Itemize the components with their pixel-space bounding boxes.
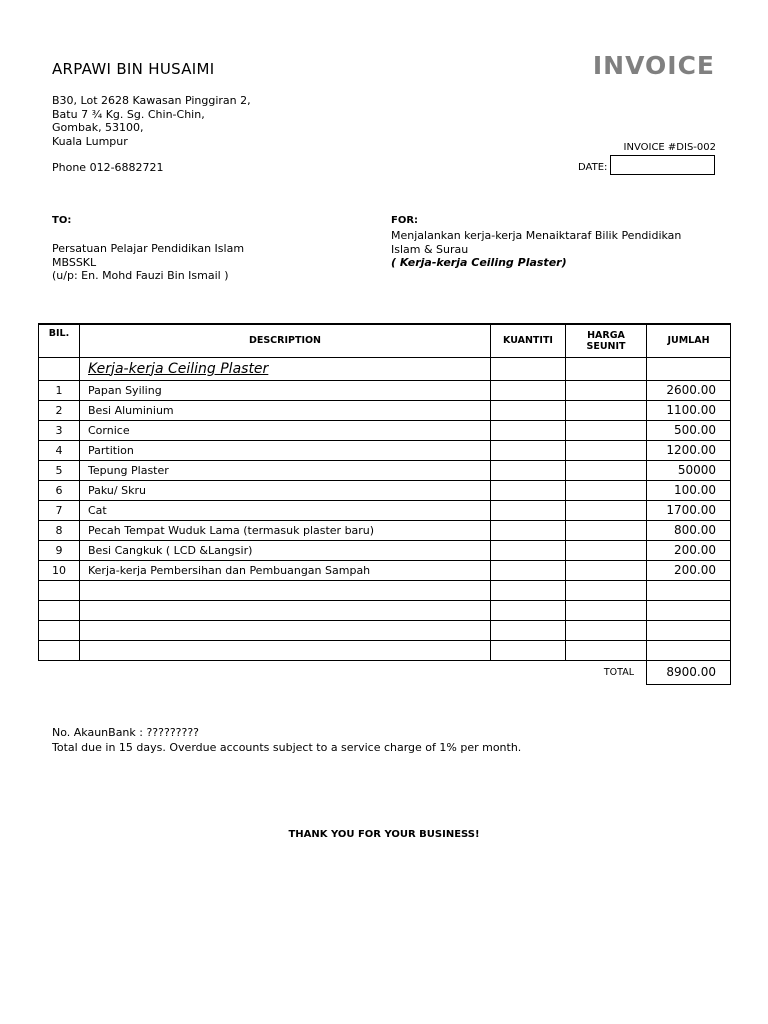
item-quantity <box>491 520 566 540</box>
item-amount: 1700.00 <box>647 500 731 520</box>
item-quantity <box>491 560 566 580</box>
item-description: Kerja-kerja Pembersihan dan Pembuangan Sampah <box>80 560 491 580</box>
seunit-line: SEUNIT <box>586 340 626 352</box>
table-cell <box>647 640 731 660</box>
table-row <box>39 460 731 480</box>
table-cell <box>566 357 647 380</box>
table-row <box>39 480 731 500</box>
address-line: B30, Lot 2628 Kawasan Pinggiran 2, <box>52 94 251 107</box>
item-amount: 200.00 <box>647 560 731 580</box>
invoice-items-table <box>38 323 731 685</box>
item-quantity <box>491 460 566 480</box>
item-number: 6 <box>39 480 80 500</box>
table-cell <box>647 580 731 600</box>
item-unit-price <box>566 520 647 540</box>
empty-table-row <box>39 600 731 620</box>
table-row <box>39 400 731 420</box>
item-description: Paku/ Skru <box>80 480 491 500</box>
item-quantity <box>491 500 566 520</box>
recipient-line: Persatuan Pelajar Pendidikan Islam <box>52 242 245 255</box>
item-quantity <box>491 380 566 400</box>
date-label: DATE: <box>578 162 608 173</box>
item-amount: 50000 <box>647 460 731 480</box>
table-cell <box>80 660 491 684</box>
table-cell <box>39 580 80 600</box>
item-description: Besi Cangkuk ( LCD &Langsir) <box>80 540 491 560</box>
total-label: TOTAL <box>603 666 634 678</box>
total-value: 8900.00 <box>647 660 731 684</box>
item-quantity <box>491 420 566 440</box>
harga-line: HARGA <box>587 329 625 341</box>
column-header-harga-seunit <box>566 324 647 357</box>
item-quantity <box>491 480 566 500</box>
document-title: INVOICE <box>592 51 715 80</box>
section-title: Kerja-kerja Ceiling Plaster <box>88 360 269 377</box>
purpose-line: Islam & Surau <box>391 242 469 256</box>
date-field[interactable] <box>610 155 715 175</box>
table-cell <box>491 600 566 620</box>
payment-terms: Total due in 15 days. Overdue accounts subject to a service charge of 1% per month. <box>52 740 522 754</box>
table-cell <box>39 640 80 660</box>
table-cell <box>566 580 647 600</box>
recipient-line: (u/p: En. Mohd Fauzi Bin Ismail ) <box>52 269 229 282</box>
item-number: 7 <box>39 500 80 520</box>
item-number: 5 <box>39 460 80 480</box>
table-row <box>39 560 731 580</box>
table-cell <box>80 600 491 620</box>
item-quantity <box>491 400 566 420</box>
table-cell <box>566 640 647 660</box>
column-header-kuantiti: KUANTITI <box>491 324 566 357</box>
section-row <box>39 357 731 380</box>
table-cell <box>647 357 731 380</box>
to-label: TO: <box>52 215 72 226</box>
item-amount: 1100.00 <box>647 400 731 420</box>
table-row <box>39 540 731 560</box>
item-number: 4 <box>39 440 80 460</box>
table-row <box>39 500 731 520</box>
table-row <box>39 380 731 400</box>
item-description: Partition <box>80 440 491 460</box>
table-cell <box>491 620 566 640</box>
table-cell <box>80 620 491 640</box>
item-number: 10 <box>39 560 80 580</box>
table-cell <box>491 640 566 660</box>
total-row <box>39 660 731 684</box>
recipient-line: MBSSKL <box>52 255 97 269</box>
item-description: Cornice <box>80 420 491 440</box>
section-title-cell <box>80 357 491 380</box>
item-unit-price <box>566 460 647 480</box>
table-row <box>39 420 731 440</box>
item-quantity <box>491 440 566 460</box>
item-unit-price <box>566 420 647 440</box>
item-amount: 800.00 <box>647 520 731 540</box>
item-number: 3 <box>39 420 80 440</box>
item-description: Besi Aluminium <box>80 400 491 420</box>
table-cell <box>491 580 566 600</box>
item-description: Papan Syiling <box>80 380 491 400</box>
item-description: Tepung Plaster <box>80 460 491 480</box>
column-header-description: DESCRIPTION <box>80 324 491 357</box>
table-cell <box>39 357 80 380</box>
table-row <box>39 520 731 540</box>
item-amount: 100.00 <box>647 480 731 500</box>
item-number: 2 <box>39 400 80 420</box>
purpose-block <box>391 229 711 270</box>
item-unit-price <box>566 560 647 580</box>
bank-account: No. AkaunBank : ????????? <box>52 726 200 739</box>
purpose-line: Menjalankan kerja-kerja Menaiktaraf Bilik Pendidikan <box>391 229 682 242</box>
item-amount: 500.00 <box>647 420 731 440</box>
invoice-number: INVOICE #DIS-002 <box>623 142 716 153</box>
table-cell <box>491 660 566 684</box>
item-description: Cat <box>80 500 491 520</box>
table-cell <box>80 640 491 660</box>
table-cell <box>491 357 566 380</box>
table-header-row <box>39 324 731 357</box>
thank-you-note: THANK YOU FOR YOUR BUSINESS! <box>288 829 480 840</box>
item-number: 1 <box>39 380 80 400</box>
item-quantity <box>491 540 566 560</box>
table-cell <box>39 660 80 684</box>
table-cell <box>39 620 80 640</box>
empty-table-row <box>39 620 731 640</box>
company-name: ARPAWI BIN HUSAIMI <box>52 60 215 78</box>
item-unit-price <box>566 400 647 420</box>
item-amount: 1200.00 <box>647 440 731 460</box>
table-cell <box>647 620 731 640</box>
item-unit-price <box>566 480 647 500</box>
item-unit-price <box>566 540 647 560</box>
item-unit-price <box>566 380 647 400</box>
item-number: 9 <box>39 540 80 560</box>
item-amount: 200.00 <box>647 540 731 560</box>
item-unit-price <box>566 440 647 460</box>
item-unit-price <box>566 500 647 520</box>
table-cell <box>566 600 647 620</box>
address-line: Gombak, 53100, <box>52 121 144 134</box>
table-cell <box>39 600 80 620</box>
for-label: FOR: <box>391 215 419 226</box>
item-description: Pecah Tempat Wuduk Lama (termasuk plaster baru) <box>80 520 491 540</box>
company-phone: Phone 012-6882721 <box>52 161 164 174</box>
empty-table-row <box>39 580 731 600</box>
table-cell <box>80 580 491 600</box>
payment-info <box>52 726 521 755</box>
recipient-block <box>52 242 244 283</box>
address-line: Batu 7 ¾ Kg. Sg. Chin-Chin, <box>52 107 205 121</box>
item-amount: 2600.00 <box>647 380 731 400</box>
table-cell <box>647 600 731 620</box>
item-number: 8 <box>39 520 80 540</box>
column-header-bil: BIL. <box>39 324 80 357</box>
table-cell <box>566 620 647 640</box>
empty-table-row <box>39 640 731 660</box>
company-address <box>52 94 251 148</box>
address-line: Kuala Lumpur <box>52 134 128 148</box>
table-row <box>39 440 731 460</box>
purpose-italic-line: ( Kerja-kerja Ceiling Plaster) <box>391 256 567 269</box>
column-header-jumlah: JUMLAH <box>647 324 731 357</box>
